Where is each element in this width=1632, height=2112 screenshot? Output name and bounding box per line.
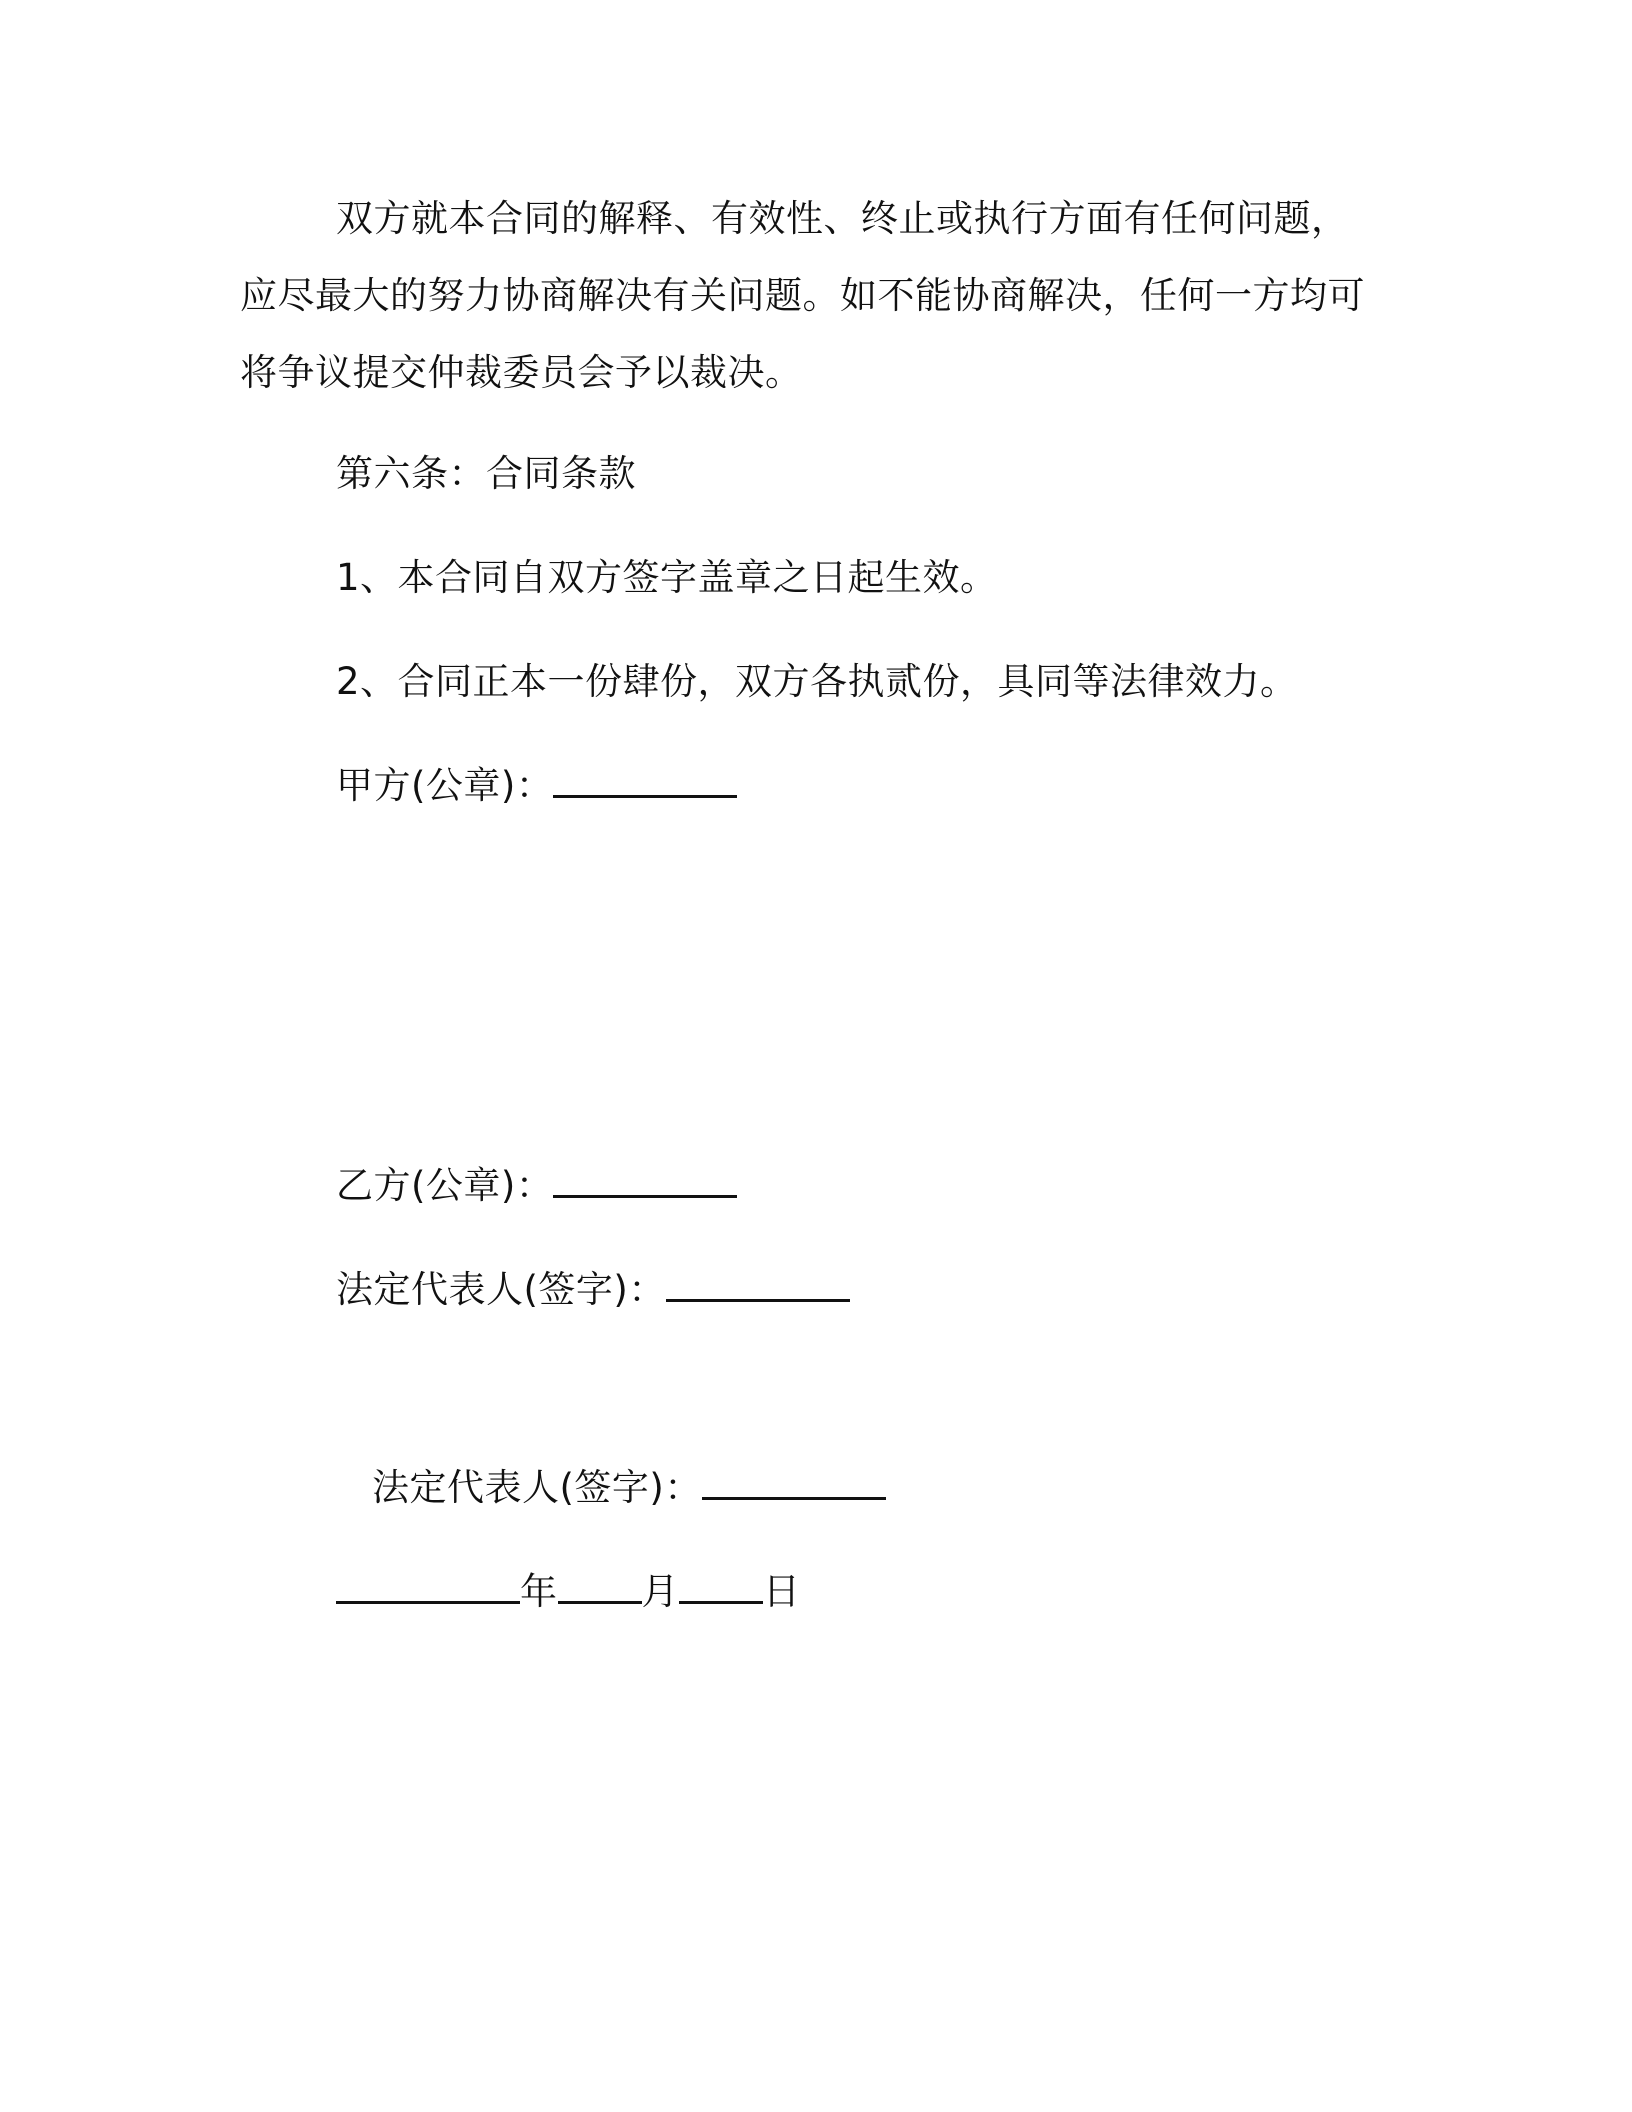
month-blank[interactable] bbox=[558, 1571, 642, 1604]
month-label: 月 bbox=[641, 1570, 679, 1613]
article-heading bbox=[336, 452, 636, 496]
year-label: 年 bbox=[520, 1570, 558, 1613]
legal-rep-label-1: 法定代表人(签字)： bbox=[336, 1268, 666, 1311]
clause-1-text: 1、本合同自双方签字盖章之日起生效。 bbox=[336, 556, 998, 599]
party-b-label: 乙方(公章)： bbox=[336, 1164, 554, 1207]
party-b-blank[interactable] bbox=[553, 1165, 737, 1198]
party-a-blank[interactable] bbox=[553, 765, 737, 798]
legal-rep-label-2: 法定代表人(签字)： bbox=[372, 1466, 702, 1509]
legal-rep-blank-1[interactable] bbox=[666, 1269, 850, 1302]
party-a-label: 甲方(公章)： bbox=[336, 764, 554, 807]
day-blank[interactable] bbox=[679, 1571, 763, 1604]
clause-2 bbox=[336, 660, 1298, 704]
year-blank[interactable] bbox=[336, 1571, 520, 1604]
legal-rep-blank-2[interactable] bbox=[702, 1467, 886, 1500]
legal-rep-signature-line-1 bbox=[336, 1268, 850, 1312]
clause-1 bbox=[336, 556, 998, 600]
party-a-signature-line bbox=[336, 764, 737, 808]
day-label: 日 bbox=[763, 1570, 801, 1613]
article-heading-text: 第六条：合同条款 bbox=[336, 452, 636, 495]
date-line bbox=[336, 1570, 801, 1614]
dispute-resolution-paragraph: 双方就本合同的解释、有效性、终止或执行方面有任何问题，应尽最大的努力协商解决有关问题。如不能协商解决，任何一方均可将争议提交仲裁委员会予以裁决。 bbox=[240, 197, 1365, 394]
legal-rep-signature-line-2 bbox=[372, 1466, 886, 1510]
party-b-signature-line bbox=[336, 1164, 737, 1208]
clause-2-text: 2、合同正本一份肆份，双方各执贰份，具同等法律效力。 bbox=[336, 660, 1298, 703]
